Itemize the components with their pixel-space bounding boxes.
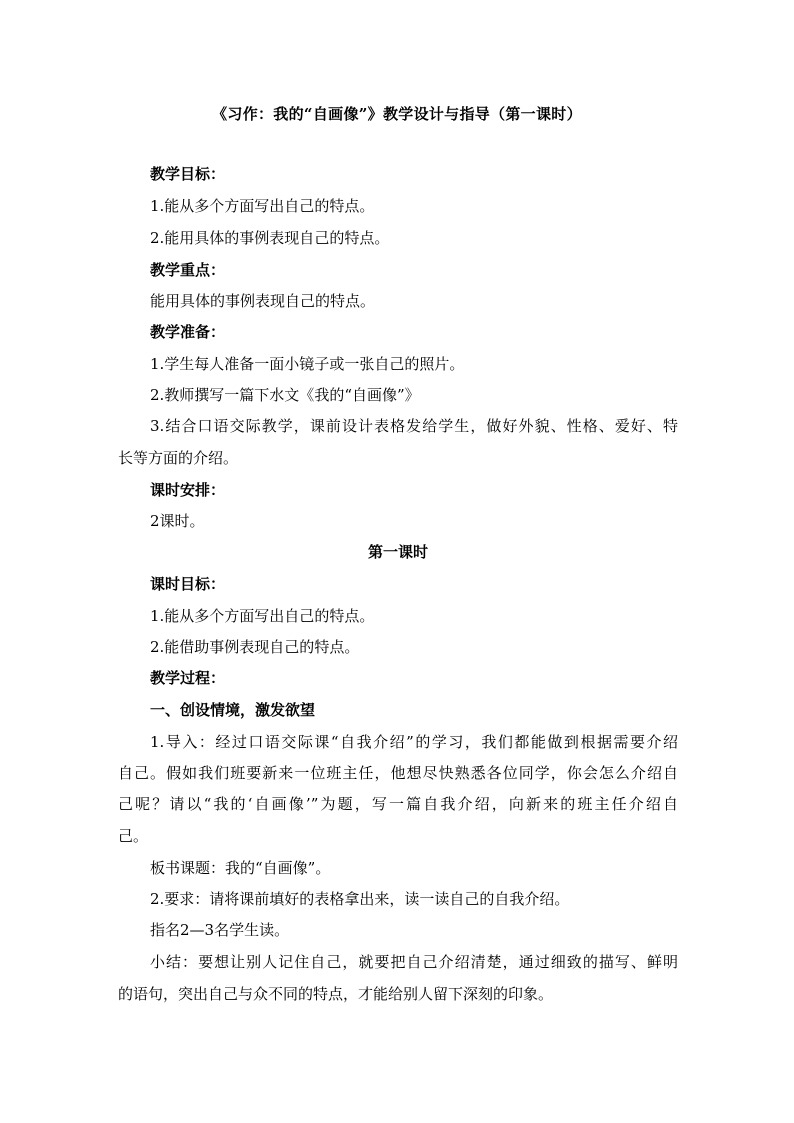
document-title: 《习作：我的“自画像”》教学设计与指导（第一课时） <box>212 105 582 123</box>
heading-key-point: 教学重点： <box>150 261 226 279</box>
intro-paragraph-line-2: 自己。假如我们班要新来一位班主任，他想尽快熟悉各位同学，你会怎么介绍自 <box>118 764 678 782</box>
intro-paragraph-line-1: 1.导入：经过口语交际课“自我介绍”的学习，我们都能做到根据需要介绍 <box>150 733 678 751</box>
intro-paragraph-line-3: 己呢？请以“我的‘自画像’”为题，写一篇自我介绍，向新来的班主任介绍自 <box>118 795 678 813</box>
key-point-text: 能用具体的事例表现自己的特点。 <box>150 292 376 310</box>
preparation-item-2: 2.教师撰写一篇下水文《我的“自画像”》 <box>150 386 420 404</box>
heading-lesson-goals: 课时目标： <box>150 575 226 593</box>
reading-instruction: 指名2—3名学生读。 <box>150 921 290 939</box>
lesson-goal-item-1: 1.能从多个方面写出自己的特点。 <box>150 607 375 625</box>
summary-line-1: 小结：要想让别人记住自己，就要把自己介绍清楚，通过细致的描写、鲜明 <box>150 953 678 971</box>
schedule-text: 2课时。 <box>150 512 205 530</box>
heading-preparation: 教学准备： <box>150 323 226 341</box>
section-first-lesson: 第一课时 <box>367 543 428 561</box>
lesson-goal-item-2: 2.能借助事例表现自己的特点。 <box>150 638 360 656</box>
summary-line-2: 的语句，突出自己与众不同的特点，才能给别人留下深刻的印象。 <box>118 985 554 1003</box>
goal-item-1: 1.能从多个方面写出自己的特点。 <box>150 197 375 215</box>
requirement-text: 2.要求：请将课前填好的表格拿出来，读一读自己的自我介绍。 <box>150 890 570 908</box>
heading-schedule: 课时安排： <box>150 481 226 499</box>
process-step-1-heading: 一、创设情境，激发欲望 <box>150 701 316 719</box>
intro-paragraph-line-4: 己。 <box>118 827 149 845</box>
heading-teaching-goals: 教学目标： <box>150 165 226 183</box>
preparation-item-3-line-2: 长等方面的介绍。 <box>118 449 239 467</box>
heading-process: 教学过程： <box>150 669 226 687</box>
preparation-item-1: 1.学生每人准备一面小镜子或一张自己的照片。 <box>150 355 465 373</box>
preparation-item-3-line-1: 3.结合口语交际教学，课前设计表格发给学生，做好外貌、性格、爱好、特 <box>150 417 678 435</box>
goal-item-2: 2.能用具体的事例表现自己的特点。 <box>150 229 390 247</box>
board-title-text: 板书课题：我的“自画像”。 <box>150 859 331 877</box>
